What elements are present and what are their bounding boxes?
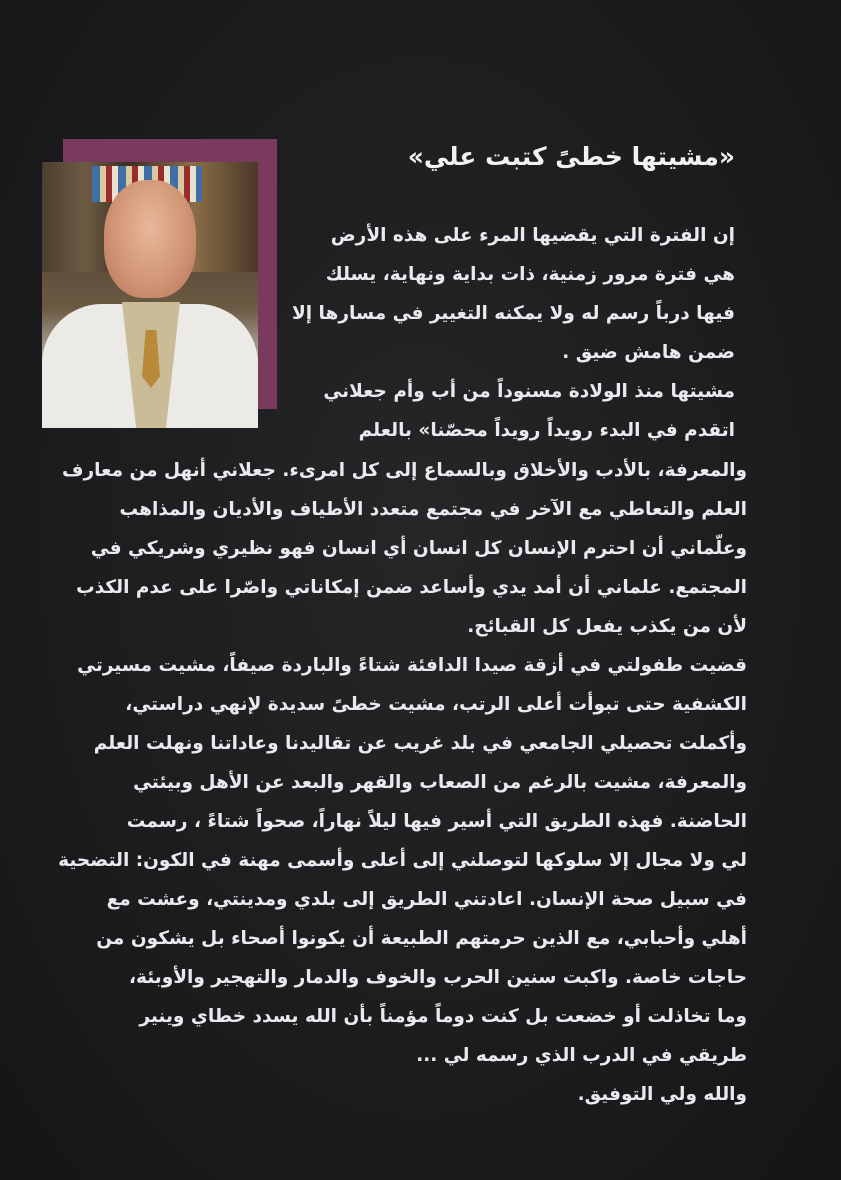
text-line: والله ولي التوفيق. <box>577 1084 747 1105</box>
text-line: العلم والتعاطي مع الآخر في مجتمع متعدد الأطياف والأديان والمذاهب <box>119 499 747 520</box>
text-line: المجتمع. علماني أن أمد يدي وأساعد ضمن إمكاناتي واصّرا على عدم الكذب <box>76 577 747 598</box>
text-line: طريقي في الدرب الذي رسمه لي ... <box>416 1045 747 1066</box>
text-line: قضيت طفولتي في أزقة صيدا الدافئة شتاءً والباردة صيفاً، مشيت مسيرتي <box>77 655 747 676</box>
main-paragraph <box>51 451 747 1114</box>
text-line: لي ولا مجال إلا سلوكها لتوصلني إلى أعلى وأسمى مهنة في الكون: التضحية <box>58 850 747 871</box>
text-line: مشيتها منذ الولادة مسنوداً من أب وأم جعلاني <box>323 381 735 402</box>
text-line: فيها درباً رسم له ولا يمكنه التغيير في مسارها إلا <box>292 303 735 324</box>
text-line: والمعرفة، مشيت بالرغم من الصعاب والقهر والبعد عن الأهل وبيئتي <box>133 772 747 793</box>
author-face <box>104 180 196 298</box>
text-line: إن الفترة التي يقضيها المرء على هذه الأرض <box>330 225 735 246</box>
text-line: الحاضنة. فهذه الطريق التي أسير فيها ليلاً نهاراً، صحواً شتاءً ، رسمت <box>126 811 747 832</box>
text-line: والمعرفة، بالأدب والأخلاق وبالسماع إلى كل امرىء. جعلاني أنهل من معارف <box>62 460 747 481</box>
text-line: وعلّماني أن احترم الإنسان كل انسان أي انسان فهو نظيري وشريكي في <box>90 538 747 559</box>
text-line: وأكملت تحصيلي الجامعي في بلد غريب عن تقاليدنا وعاداتنا ونهلت العلم <box>93 733 747 754</box>
text-line: لأن من يكذب يفعل كل القبائح. <box>467 616 747 637</box>
intro-paragraph <box>283 216 735 450</box>
page-title: «مشيتها خطىً كتبت علي» <box>407 142 735 171</box>
text-line: هي فترة مرور زمنية، ذات بداية ونهاية، يسلك <box>325 264 735 285</box>
text-line: ضمن هامش ضيق . <box>562 342 735 363</box>
text-line: حاجات خاصة. واكبت سنين الحرب والخوف والدمار والتهجير والأوبئة، <box>128 967 747 988</box>
text-line: في سبيل صحة الإنسان. اعادتني الطريق إلى بلدي ومدينتي، وعشت مع <box>106 889 747 910</box>
text-line: وما تخاذلت أو خضعت بل كنت دوماً مؤمناً بأن الله يسدد خطاي وينير <box>139 1006 747 1027</box>
text-line: الكشفية حتى تبوأت أعلى الرتب، مشيت خطىً سديدة لإنهي دراستي، <box>125 694 747 715</box>
text-line: اتقدم في البدء رويداً رويداً محصّنا» بالعلم <box>358 420 735 441</box>
author-portrait <box>42 162 258 428</box>
text-line: أهلي وأحبابي، مع الذين حرمتهم الطبيعة أن يكونوا أصحاء بل يشكون من <box>96 928 747 949</box>
